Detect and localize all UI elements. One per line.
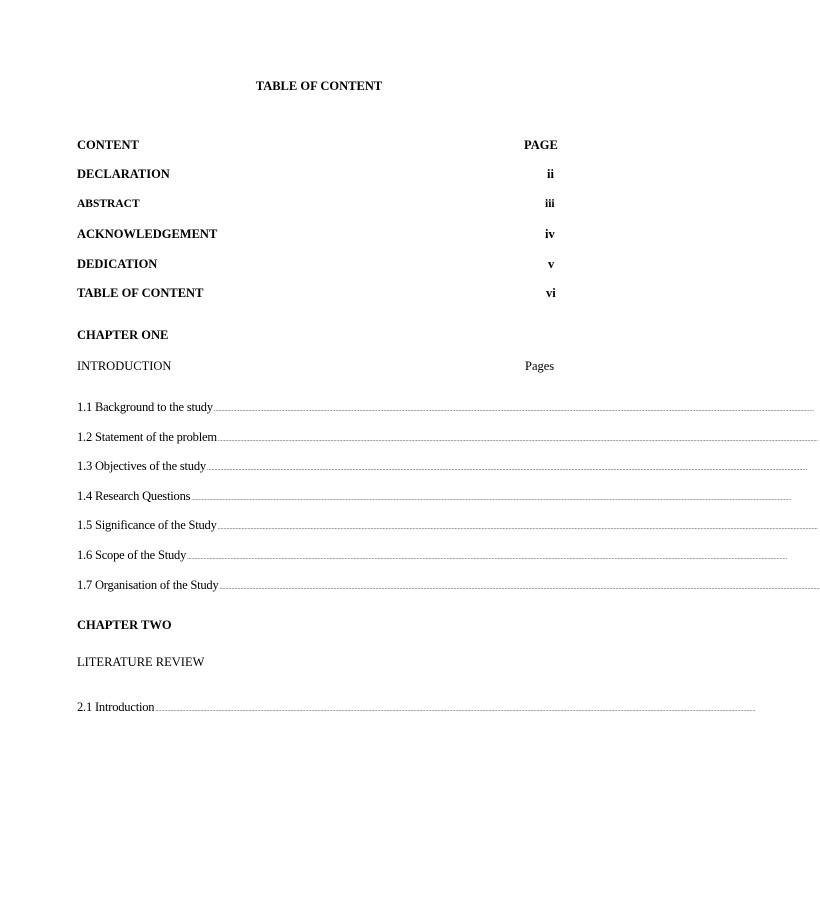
- toc-entry-label: DECLARATION: [77, 167, 170, 181]
- page-title: TABLE OF CONTENT: [255, 79, 383, 93]
- toc-entry-dedication: [77, 255, 557, 273]
- toc-entry-text: 1.4 Research Questions: [77, 489, 191, 503]
- toc-entry-1-2: [77, 428, 818, 446]
- toc-entry-2-1: [77, 698, 756, 716]
- toc-entry-text: 1.7 Organisation of the Study: [77, 578, 219, 592]
- toc-entry-text: 1.3 Objectives of the study: [77, 459, 206, 473]
- toc-entry-1-4: [77, 487, 792, 505]
- toc-entry-declaration: [77, 165, 557, 183]
- toc-entry-1-6: [77, 546, 788, 564]
- toc-entry-text: 1.5 Significance of the Study: [77, 518, 217, 532]
- dot-leader: ................................................................................................................................................................................................................................................................................................................................................................................................................: [219, 585, 820, 591]
- dot-leader: ................................................................................................................................................................................................................................................................................................................................................................................................................: [213, 407, 814, 413]
- dot-leader: ................................................................................................................................................................................................................................................................................................................................................................................................................: [217, 525, 818, 531]
- toc-entry-1-1: [77, 398, 814, 416]
- chapter-one-subtitle-row: [77, 357, 557, 375]
- toc-entry-label: ACKNOWLEDGEMENT: [77, 227, 218, 241]
- chapter-two-subtitle: LITERATURE REVIEW: [77, 655, 205, 669]
- toc-entry-1-5: [77, 516, 818, 534]
- page-column-label: PAGE: [524, 138, 558, 152]
- toc-entry-label: ABSTRACT: [77, 198, 140, 210]
- chapter-one-subtitle: INTRODUCTION: [77, 359, 172, 373]
- toc-entry-page: ii: [547, 167, 554, 181]
- toc-entry-text: 2.1 Introduction: [77, 700, 155, 714]
- toc-entry-abstract: [77, 195, 557, 213]
- toc-entry-page: vi: [546, 286, 556, 300]
- dot-leader: ................................................................................................................................................................................................................................................................................................................................................................................................................: [217, 437, 818, 443]
- chapter-two-heading: CHAPTER TWO: [77, 618, 172, 632]
- toc-entry-1-7: [77, 576, 820, 594]
- toc-entry-text: 1.2 Statement of the problem: [77, 430, 217, 444]
- toc-entry-page: iv: [545, 227, 555, 241]
- toc-header-row: [77, 136, 557, 154]
- toc-entry-text: 1.6 Scope of the Study: [77, 548, 187, 562]
- chapter-one-heading: CHAPTER ONE: [77, 328, 169, 342]
- toc-entry-table-of-content: [77, 284, 557, 302]
- dot-leader: ................................................................................................................................................................................................................................................................................................................................................................................................................: [191, 496, 792, 502]
- pages-label: Pages: [525, 359, 555, 373]
- dot-leader: ................................................................................................................................................................................................................................................................................................................................................................................................................: [155, 707, 756, 713]
- toc-entry-label: TABLE OF CONTENT: [77, 286, 204, 300]
- dot-leader: ................................................................................................................................................................................................................................................................................................................................................................................................................: [187, 555, 788, 561]
- toc-entry-1-3: [77, 457, 807, 475]
- toc-entry-acknowledgement: [77, 225, 557, 243]
- toc-entry-page: iii: [545, 198, 555, 210]
- toc-entry-text: 1.1 Background to the study: [77, 400, 213, 414]
- content-column-label: CONTENT: [77, 138, 139, 152]
- toc-entry-page: v: [548, 257, 555, 271]
- dot-leader: ................................................................................................................................................................................................................................................................................................................................................................................................................: [206, 466, 807, 472]
- toc-entry-label: DEDICATION: [77, 257, 158, 271]
